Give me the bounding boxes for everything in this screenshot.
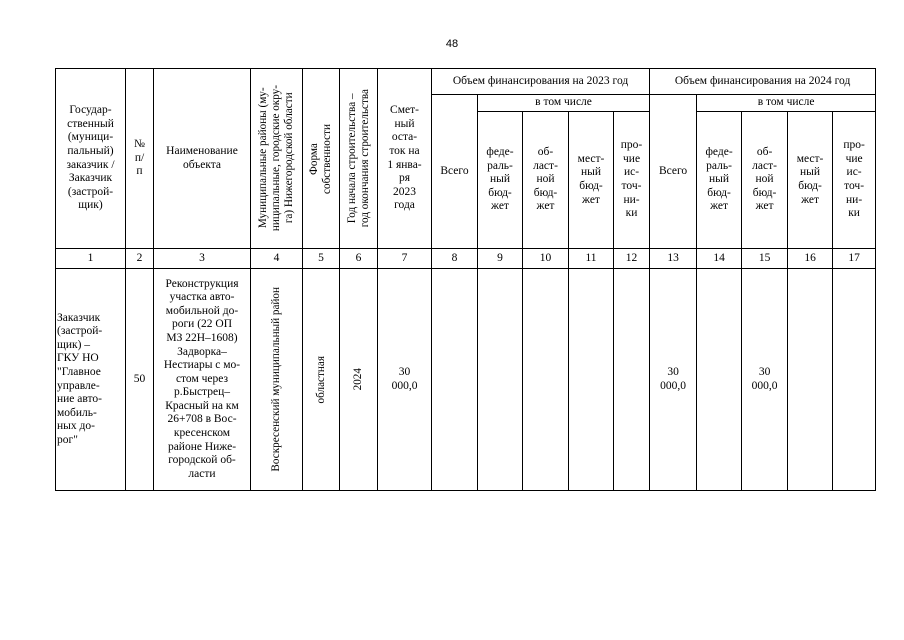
row-regional-2024: 30 000,0: [742, 269, 788, 491]
header-total-2023: Всего: [432, 95, 478, 249]
column-number: 4: [251, 249, 303, 269]
row-regional-2023: [523, 269, 569, 491]
column-number: 13: [650, 249, 697, 269]
header-districts: [251, 69, 303, 249]
header-object-name: Наименование объекта: [154, 69, 251, 249]
page-number: 48: [445, 38, 459, 50]
column-number: 10: [523, 249, 569, 269]
header-other-2023: про- чие ис- точ- ни- ки: [614, 112, 650, 249]
row-object-name: Реконструкция участка авто- мобильной до- роги (22 ОП МЗ 22Н–1608) Задворка– Нестиары с мо- стом через р.Быстрец– Красный на км 26+708 в Вос- кресенском районе Ниже- городской об- ласти: [154, 269, 251, 491]
header-total-2024: Всего: [650, 95, 697, 249]
row-district: [251, 269, 303, 491]
column-number: 14: [697, 249, 742, 269]
column-number: 8: [432, 249, 478, 269]
header-years: [340, 69, 378, 249]
row-other-2024: [833, 269, 876, 491]
row-local-2024: [788, 269, 833, 491]
row-total-2024: 30 000,0: [650, 269, 697, 491]
header-including-2023: в том числе: [478, 95, 650, 112]
column-number: 12: [614, 249, 650, 269]
header-ownership: [303, 69, 340, 249]
column-number: 11: [569, 249, 614, 269]
header-local-2023: мест- ный бюд- жет: [569, 112, 614, 249]
header-regional-2023: об- ласт- ной бюд- жет: [523, 112, 569, 249]
row-year-text: 2024: [352, 368, 364, 391]
funding-table: [55, 68, 876, 491]
table-row: [56, 269, 876, 491]
header-federal-2024: феде- раль- ный бюд- жет: [697, 112, 742, 249]
column-number: 15: [742, 249, 788, 269]
header-other-2024: про- чие ис- точ- ни- ки: [833, 112, 876, 249]
row-total-2023: [432, 269, 478, 491]
column-number: 3: [154, 249, 251, 269]
header-local-2024: мест- ный бюд- жет: [788, 112, 833, 249]
row-year: [340, 269, 378, 491]
row-ownership-text: областная: [314, 355, 327, 404]
column-number: 9: [478, 249, 523, 269]
row-federal-2024: [697, 269, 742, 491]
row-other-2023: [614, 269, 650, 491]
row-customer: Заказчик (застрой- щик) – ГКУ НО "Главное управле- ние авто- мобиль- ных до- рог": [56, 269, 126, 491]
header-customer: Государ- ственный (муници- пальный) заказчик / Заказчик (застрой- щик): [56, 69, 126, 249]
header-districts-text: Муниципальные районы (му- ниципальные, городские окру- га) Нижегородской области: [257, 85, 295, 232]
header-federal-2023: феде- раль- ный бюд- жет: [478, 112, 523, 249]
row-number: 50: [126, 269, 154, 491]
column-number: 7: [378, 249, 432, 269]
column-number: 16: [788, 249, 833, 269]
column-number: 2: [126, 249, 154, 269]
header-regional-2024: об- ласт- ной бюд- жет: [742, 112, 788, 249]
header-including-2024: в том числе: [697, 95, 876, 112]
header-years-text: Год начала строительства – год окончания строительства: [345, 89, 371, 228]
column-number: 5: [303, 249, 340, 269]
column-number: 17: [833, 249, 876, 269]
column-numbers-row: [56, 249, 876, 269]
header-ownership-text: Форма собственности: [308, 123, 333, 194]
column-number: 6: [340, 249, 378, 269]
header-funding-2023: Объем финансирования на 2023 год: [432, 69, 650, 95]
column-number: 1: [56, 249, 126, 269]
header-funding-2024: Объем финансирования на 2024 год: [650, 69, 876, 95]
row-remaining: 30 000,0: [378, 269, 432, 491]
row-district-text: Воскресенский муниципальный район: [270, 287, 282, 472]
row-federal-2023: [478, 269, 523, 491]
header-remaining: Смет- ный оста- ток на 1 янва- ря 2023 года: [378, 69, 432, 249]
row-local-2023: [569, 269, 614, 491]
row-ownership: [303, 269, 340, 491]
header-row-number: № п/ п: [126, 69, 154, 249]
